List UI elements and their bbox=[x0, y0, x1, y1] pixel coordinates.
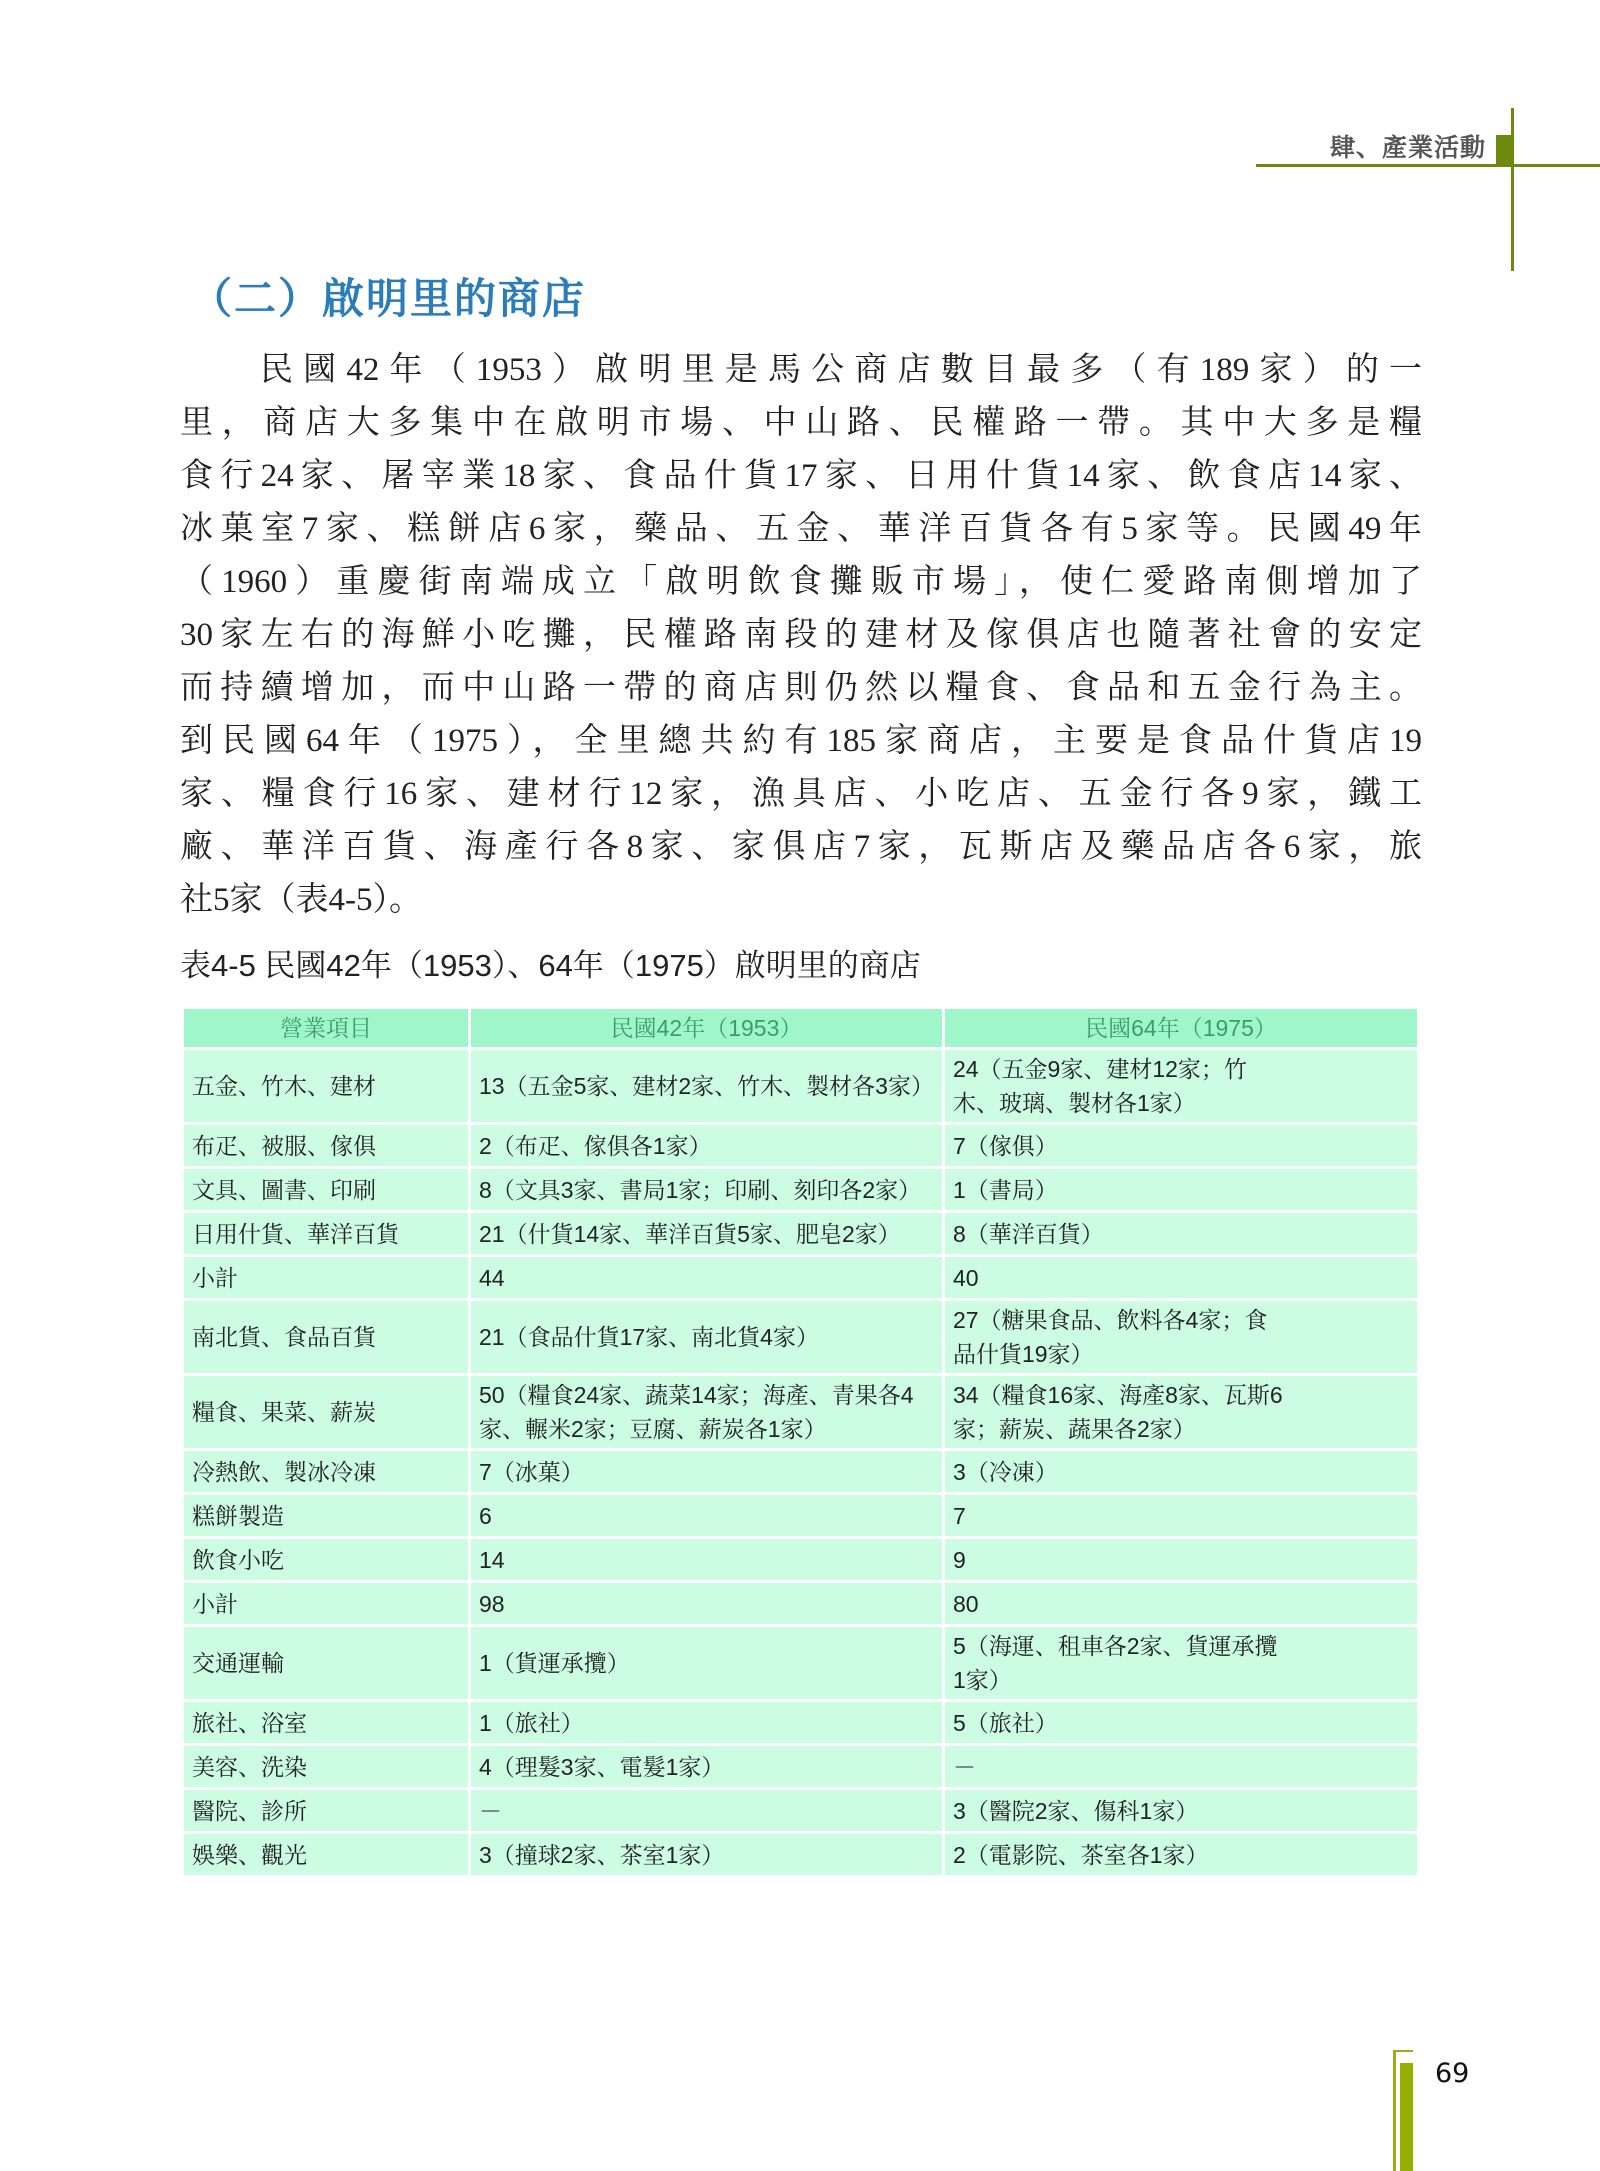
cell-1953 bbox=[470, 1538, 944, 1582]
cell-text-line: 34（糧食16家、海產8家、瓦斯6 bbox=[952, 1382, 1283, 1408]
paragraph-line: （1960）重慶街南端成立「啟明飲食攤販市場」，使仁愛路南側增加了 bbox=[180, 564, 1422, 600]
cell-text-line: 2（布疋、傢俱各1家） bbox=[479, 1132, 712, 1159]
cell-text-line: 6 bbox=[479, 1502, 492, 1529]
paragraph-line: 里，商店大多集中在啟明市場、中山路、民權路一帶。其中大多是糧 bbox=[180, 405, 1422, 441]
cell-text-line: 小計 bbox=[192, 1264, 238, 1291]
cell-1975 bbox=[943, 1582, 1418, 1626]
cell-1953 bbox=[470, 1789, 944, 1833]
cell-text-line: 98 bbox=[479, 1590, 505, 1617]
col-header-1975: 民國64年（1975） bbox=[943, 1008, 1418, 1049]
table-row bbox=[183, 1256, 1419, 1300]
cell-text-line: 80 bbox=[952, 1590, 979, 1617]
cell-text-line: 1（旅社） bbox=[479, 1709, 584, 1736]
cell-text-line: 9 bbox=[952, 1546, 966, 1573]
cell-text-line: 文具、圖書、印刷 bbox=[192, 1176, 376, 1203]
cell-text-line: 24（五金9家、建材12家；竹 bbox=[952, 1056, 1247, 1082]
cell-category bbox=[183, 1745, 470, 1789]
cell-1953 bbox=[470, 1582, 944, 1626]
cell-text-line: 4（理髮3家、電髮1家） bbox=[479, 1753, 725, 1780]
cell-category bbox=[183, 1256, 470, 1300]
table-row bbox=[183, 1212, 1419, 1256]
cell-1953 bbox=[470, 1450, 944, 1494]
cell-category bbox=[183, 1494, 470, 1538]
col-header-1953: 民國42年（1953） bbox=[470, 1008, 944, 1049]
cell-1975 bbox=[943, 1212, 1418, 1256]
cell-category bbox=[183, 1582, 470, 1626]
cell-text-line: 7（冰菓） bbox=[479, 1458, 584, 1485]
cell-1975 bbox=[943, 1789, 1418, 1833]
cell-1975 bbox=[943, 1494, 1418, 1538]
cell-category bbox=[183, 1049, 470, 1124]
cell-1975 bbox=[943, 1300, 1418, 1375]
cell-text-line: 糧食、果菜、薪炭 bbox=[192, 1399, 376, 1425]
cell-text-line: 日用什貨、華洋百貨 bbox=[192, 1220, 399, 1247]
cell-1975 bbox=[943, 1538, 1418, 1582]
table-row bbox=[183, 1833, 1419, 1877]
cell-text-line: 1家） bbox=[952, 1667, 1012, 1693]
cell-text-line: 南北貨、食品百貨 bbox=[192, 1324, 376, 1350]
cell-text-line: 21（什貨14家、華洋百貨5家、肥皂2家） bbox=[479, 1220, 901, 1247]
header-rule-vertical bbox=[1511, 108, 1514, 271]
section-title: （二）啟明里的商店 bbox=[190, 275, 587, 322]
cell-text-line: 木、玻璃、製材各1家） bbox=[952, 1090, 1196, 1116]
cell-category bbox=[183, 1168, 470, 1212]
cell-text-line: 27（糖果食品、飲料各4家；食 bbox=[952, 1307, 1268, 1333]
cell-1953 bbox=[470, 1049, 944, 1124]
table-header-row bbox=[183, 1008, 1419, 1049]
cell-1953 bbox=[470, 1212, 944, 1256]
page-number: 69 bbox=[1435, 2058, 1470, 2089]
cell-text-line: 14 bbox=[479, 1546, 505, 1573]
cell-category bbox=[183, 1538, 470, 1582]
cell-text-line: 小計 bbox=[192, 1590, 238, 1617]
cell-text-line: 44 bbox=[479, 1264, 505, 1291]
cell-1975 bbox=[943, 1626, 1418, 1701]
cell-text-line: 五金、竹木、建材 bbox=[192, 1073, 376, 1099]
shops-table bbox=[181, 1006, 1420, 1878]
cell-1975 bbox=[943, 1833, 1418, 1877]
cell-text-line: 3（冷凍） bbox=[952, 1458, 1058, 1485]
paragraph-line: 廠、華洋百貨、海產行各8家、家俱店7家，瓦斯店及藥品店各6家，旅 bbox=[180, 829, 1422, 865]
cell-1975 bbox=[943, 1450, 1418, 1494]
cell-1953 bbox=[470, 1375, 944, 1450]
table-row bbox=[183, 1582, 1419, 1626]
paragraph-line: 而持續增加，而中山路一帶的商店則仍然以糧食、食品和五金行為主。 bbox=[180, 670, 1422, 706]
cell-1975 bbox=[943, 1049, 1418, 1124]
cell-category bbox=[183, 1375, 470, 1450]
cell-text-line: 醫院、診所 bbox=[192, 1797, 307, 1824]
table-row bbox=[183, 1626, 1419, 1701]
table-row bbox=[183, 1124, 1419, 1168]
cell-1975 bbox=[943, 1256, 1418, 1300]
cell-1953 bbox=[470, 1168, 944, 1212]
cell-text-line: 家、輾米2家；豆腐、薪炭各1家） bbox=[479, 1416, 827, 1442]
cell-text-line: 8（文具3家、書局1家；印刷、刻印各2家） bbox=[479, 1176, 922, 1203]
cell-category bbox=[183, 1450, 470, 1494]
cell-category bbox=[183, 1124, 470, 1168]
cell-text-line: 糕餅製造 bbox=[192, 1502, 284, 1529]
cell-text-line: 品什貨19家） bbox=[952, 1341, 1094, 1367]
cell-1953 bbox=[470, 1626, 944, 1701]
table-row bbox=[183, 1450, 1419, 1494]
cell-text-line: 旅社、浴室 bbox=[192, 1709, 307, 1736]
cell-1975 bbox=[943, 1701, 1418, 1745]
table-row bbox=[183, 1375, 1419, 1450]
table-row bbox=[183, 1745, 1419, 1789]
header-rule-horizontal bbox=[1256, 164, 1600, 167]
paragraph-line: 社5家（表4-5）。 bbox=[180, 882, 422, 918]
table-row bbox=[183, 1300, 1419, 1375]
table-row bbox=[183, 1538, 1419, 1582]
cell-text-line: 5（海運、租車各2家、貨運承攬 bbox=[952, 1633, 1278, 1659]
cell-text-line: 40 bbox=[952, 1264, 979, 1291]
cell-text-line: 1（書局） bbox=[952, 1176, 1058, 1203]
cell-text-line: 1（貨運承攬） bbox=[479, 1650, 630, 1676]
cell-category bbox=[183, 1701, 470, 1745]
paragraph-line: 30家左右的海鮮小吃攤，民權路南段的建材及傢俱店也隨著社會的安定 bbox=[180, 617, 1422, 653]
cell-1953 bbox=[470, 1256, 944, 1300]
cell-1953 bbox=[470, 1494, 944, 1538]
table-row bbox=[183, 1789, 1419, 1833]
paragraph-line: 食行24家、屠宰業18家、食品什貨17家、日用什貨14家、飲食店14家、 bbox=[180, 458, 1422, 494]
cell-1975 bbox=[943, 1168, 1418, 1212]
cell-text-line: 家；薪炭、蔬果各2家） bbox=[952, 1416, 1196, 1442]
cell-category bbox=[183, 1833, 470, 1877]
cell-text-line: 13（五金5家、建材2家、竹木、製材各3家） bbox=[479, 1073, 934, 1099]
cell-text-line: 布疋、被服、傢俱 bbox=[192, 1132, 376, 1159]
paragraph-line: 到民國64年（1975），全里總共約有185家商店，主要是食品什貨店19 bbox=[180, 723, 1422, 759]
cell-category bbox=[183, 1789, 470, 1833]
cell-text-line: 娛樂、觀光 bbox=[192, 1841, 307, 1868]
cell-1953 bbox=[470, 1833, 944, 1877]
cell-text-line: 3（醫院2家、傷科1家） bbox=[952, 1797, 1199, 1824]
table-caption: 表4-5 民國42年（1953）、64年（1975）啟明里的商店 bbox=[180, 948, 921, 983]
table-row bbox=[183, 1049, 1419, 1124]
cell-text-line: 5（旅社） bbox=[952, 1709, 1058, 1736]
cell-text-line: － bbox=[952, 1753, 976, 1780]
cell-text-line: － bbox=[479, 1797, 502, 1824]
cell-text-line: 美容、洗染 bbox=[192, 1753, 307, 1780]
cell-text-line: 7 bbox=[952, 1502, 966, 1529]
cell-1975 bbox=[943, 1124, 1418, 1168]
cell-text-line: 2（電影院、茶室各1家） bbox=[952, 1841, 1209, 1868]
table-row bbox=[183, 1701, 1419, 1745]
paragraph-line: 家、糧食行16家、建材行12家，漁具店、小吃店、五金行各9家，鐵工 bbox=[180, 776, 1423, 812]
cell-1953 bbox=[470, 1300, 944, 1375]
cell-text-line: 50（糧食24家、蔬菜14家；海產、青果各4 bbox=[479, 1382, 914, 1408]
table-row bbox=[183, 1168, 1419, 1212]
cell-category bbox=[183, 1626, 470, 1701]
cell-text-line: 飲食小吃 bbox=[192, 1546, 284, 1573]
header-marker-block bbox=[1496, 135, 1512, 165]
cell-1953 bbox=[470, 1745, 944, 1789]
cell-text-line: 7（傢俱） bbox=[952, 1132, 1058, 1159]
cell-1953 bbox=[470, 1701, 944, 1745]
page-marker-top bbox=[1393, 2050, 1413, 2052]
col-header-category: 營業項目 bbox=[183, 1008, 470, 1049]
page-marker-outline bbox=[1393, 2050, 1396, 2171]
cell-1953 bbox=[470, 1124, 944, 1168]
cell-1975 bbox=[943, 1745, 1418, 1789]
cell-text-line: 冷熱飲、製冰冷凍 bbox=[192, 1458, 376, 1485]
paragraph-line: 冰菓室7家、糕餅店6家，藥品、五金、華洋百貨各有5家等。民國49年 bbox=[180, 511, 1422, 547]
page-marker-bar bbox=[1400, 2063, 1413, 2171]
cell-text-line: 21（食品什貨17家、南北貨4家） bbox=[479, 1324, 819, 1350]
cell-text-line: 交通運輸 bbox=[192, 1650, 284, 1676]
paragraph-line: 民國42年（1953）啟明里是馬公商店數目最多（有189家）的一 bbox=[260, 352, 1422, 388]
body-paragraph bbox=[180, 344, 1422, 927]
cell-category bbox=[183, 1212, 470, 1256]
cell-category bbox=[183, 1300, 470, 1375]
cell-text-line: 8（華洋百貨） bbox=[952, 1220, 1104, 1247]
cell-text-line: 3（撞球2家、茶室1家） bbox=[479, 1841, 725, 1868]
cell-1975 bbox=[943, 1375, 1418, 1450]
chapter-header: 肆、產業活動 bbox=[1330, 135, 1487, 162]
table-row bbox=[183, 1494, 1419, 1538]
